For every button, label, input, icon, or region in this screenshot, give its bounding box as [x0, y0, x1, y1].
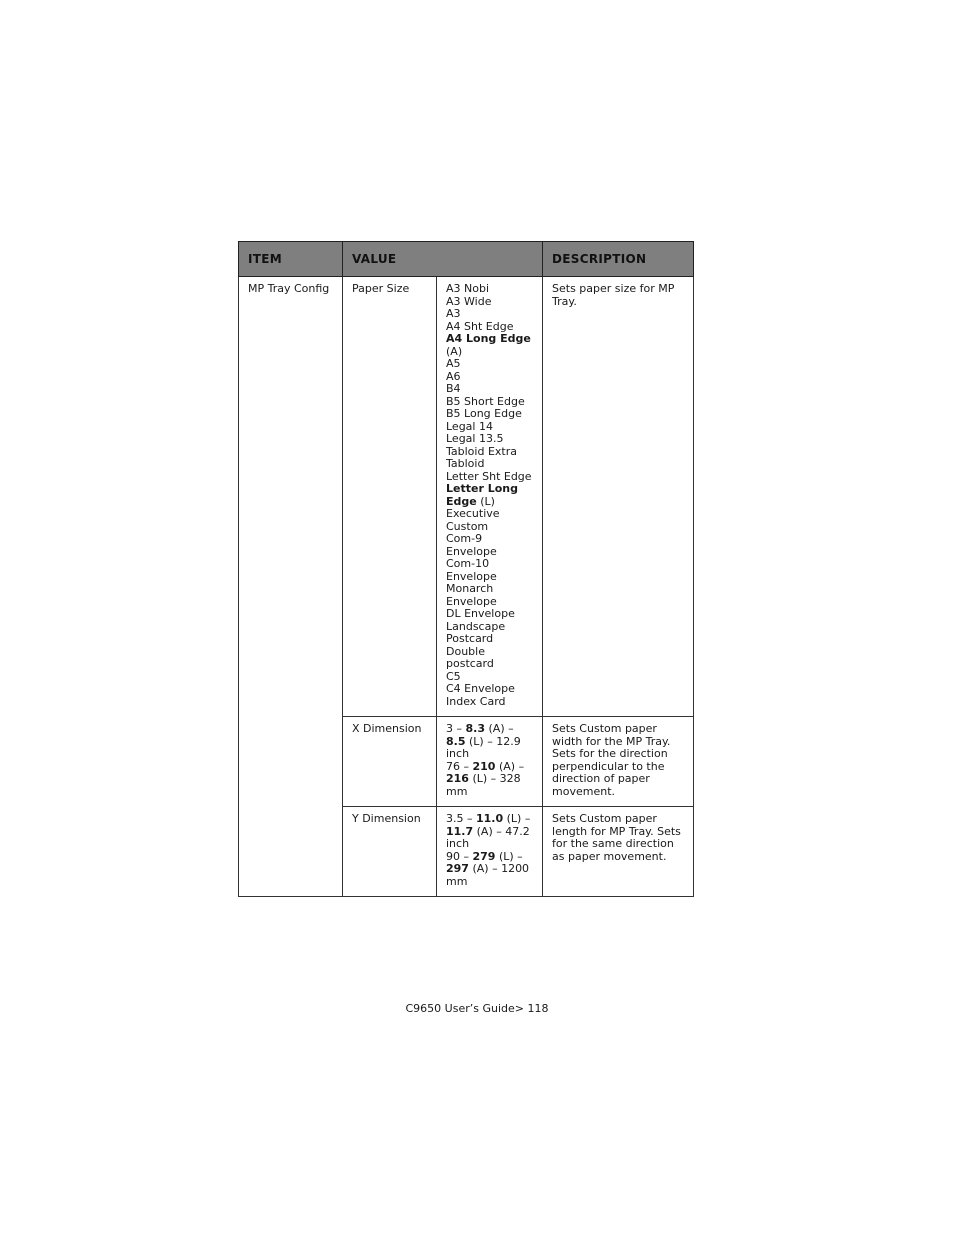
option-value [446, 851, 533, 889]
setting-cell: Y Dimension [343, 807, 437, 897]
default-value: 11.7 [446, 824, 474, 838]
default-value: A4 Long Edge [446, 332, 531, 345]
option-text: Monarch Envelope [446, 582, 497, 608]
option-value [446, 696, 533, 709]
option-text: Double postcard [446, 644, 494, 670]
option-text: Tabloid Extra [446, 444, 517, 458]
option-text: Com-9 Envelope [446, 532, 497, 558]
option-text: C5 [446, 669, 461, 683]
option-text: A3 Wide [446, 294, 492, 308]
option-value [446, 723, 533, 761]
default-value: 216 [446, 772, 469, 785]
description-cell: Sets Custom paper width for the MP Tray. Sets for the direction perpendicular to the direction of paper movement. [543, 717, 694, 807]
option-value [446, 646, 533, 671]
item-cell: MP Tray Config [239, 277, 343, 897]
table-row [239, 277, 694, 717]
option-text: Executive [446, 507, 500, 520]
option-text: A4 Sht Edge [446, 319, 514, 333]
option-text: A3 [446, 307, 461, 320]
option-text: 90 – [446, 849, 473, 863]
option-text: 76 – [446, 759, 473, 773]
option-text: Tabloid [446, 457, 485, 470]
option-text: A6 [446, 369, 461, 383]
header-item: ITEM [239, 242, 343, 277]
option-text: (L) – 328 mm [446, 772, 521, 798]
option-text: (A) – 47.2 inch [446, 824, 530, 850]
option-text: 3 – [446, 722, 466, 735]
option-text: B5 Long Edge [446, 407, 522, 420]
default-value: 297 [446, 862, 469, 875]
option-text: (L) [476, 494, 495, 508]
option-text: C4 Envelope [446, 682, 515, 695]
option-value [446, 558, 533, 583]
default-value: 210 [472, 759, 496, 773]
header-description: DESCRIPTION [543, 242, 694, 277]
default-value: 11.0 [476, 812, 504, 825]
option-value [446, 483, 533, 508]
option-value [446, 533, 533, 558]
table-header-row [239, 242, 694, 277]
option-text: (L) – [495, 849, 523, 863]
option-text: Custom [446, 519, 489, 533]
header-value: VALUE [343, 242, 543, 277]
option-text: (A) – [495, 759, 525, 773]
description-cell: Sets Custom paper length for MP Tray. Sets for the same direction as paper movement. [543, 807, 694, 897]
default-value: 8.3 [465, 722, 485, 735]
setting-cell: Paper Size [343, 277, 437, 717]
option-text: (A) – 1200 mm [446, 862, 530, 888]
option-text: Postcard [446, 632, 494, 645]
settings-table [238, 241, 694, 897]
description-cell: Sets paper size for MP Tray. [543, 277, 694, 717]
option-text: A5 [446, 357, 461, 370]
option-text: (A) – [485, 722, 514, 735]
option-text: B5 Short Edge [446, 394, 525, 408]
option-value [446, 761, 533, 799]
option-text: Legal 13.5 [446, 432, 504, 445]
option-text: Letter Sht Edge [446, 469, 532, 483]
option-text: (A) [446, 344, 463, 358]
option-text: Landscape [446, 619, 506, 633]
option-value [446, 333, 533, 358]
setting-cell: X Dimension [343, 717, 437, 807]
page-footer: C9650 User’s Guide> 118 [405, 1002, 549, 1015]
default-value: 279 [472, 849, 496, 863]
default-value: Letter Long Edge [446, 482, 518, 508]
option-value [446, 583, 533, 608]
option-text: Com-10 Envelope [446, 557, 497, 583]
options-cell [437, 807, 543, 897]
option-text: (L) – 12.9 inch [446, 734, 521, 760]
options-cell [437, 277, 543, 717]
default-value: 8.5 [446, 734, 466, 748]
option-text: B4 [446, 382, 461, 395]
option-text: A3 Nobi [446, 282, 490, 295]
option-text: 3.5 – [446, 812, 476, 825]
option-text: Legal 14 [446, 419, 493, 433]
options-cell [437, 717, 543, 807]
option-value [446, 813, 533, 851]
option-text: Index Card [446, 694, 506, 708]
option-text: (L) – [503, 812, 531, 825]
option-text: DL Envelope [446, 607, 515, 620]
